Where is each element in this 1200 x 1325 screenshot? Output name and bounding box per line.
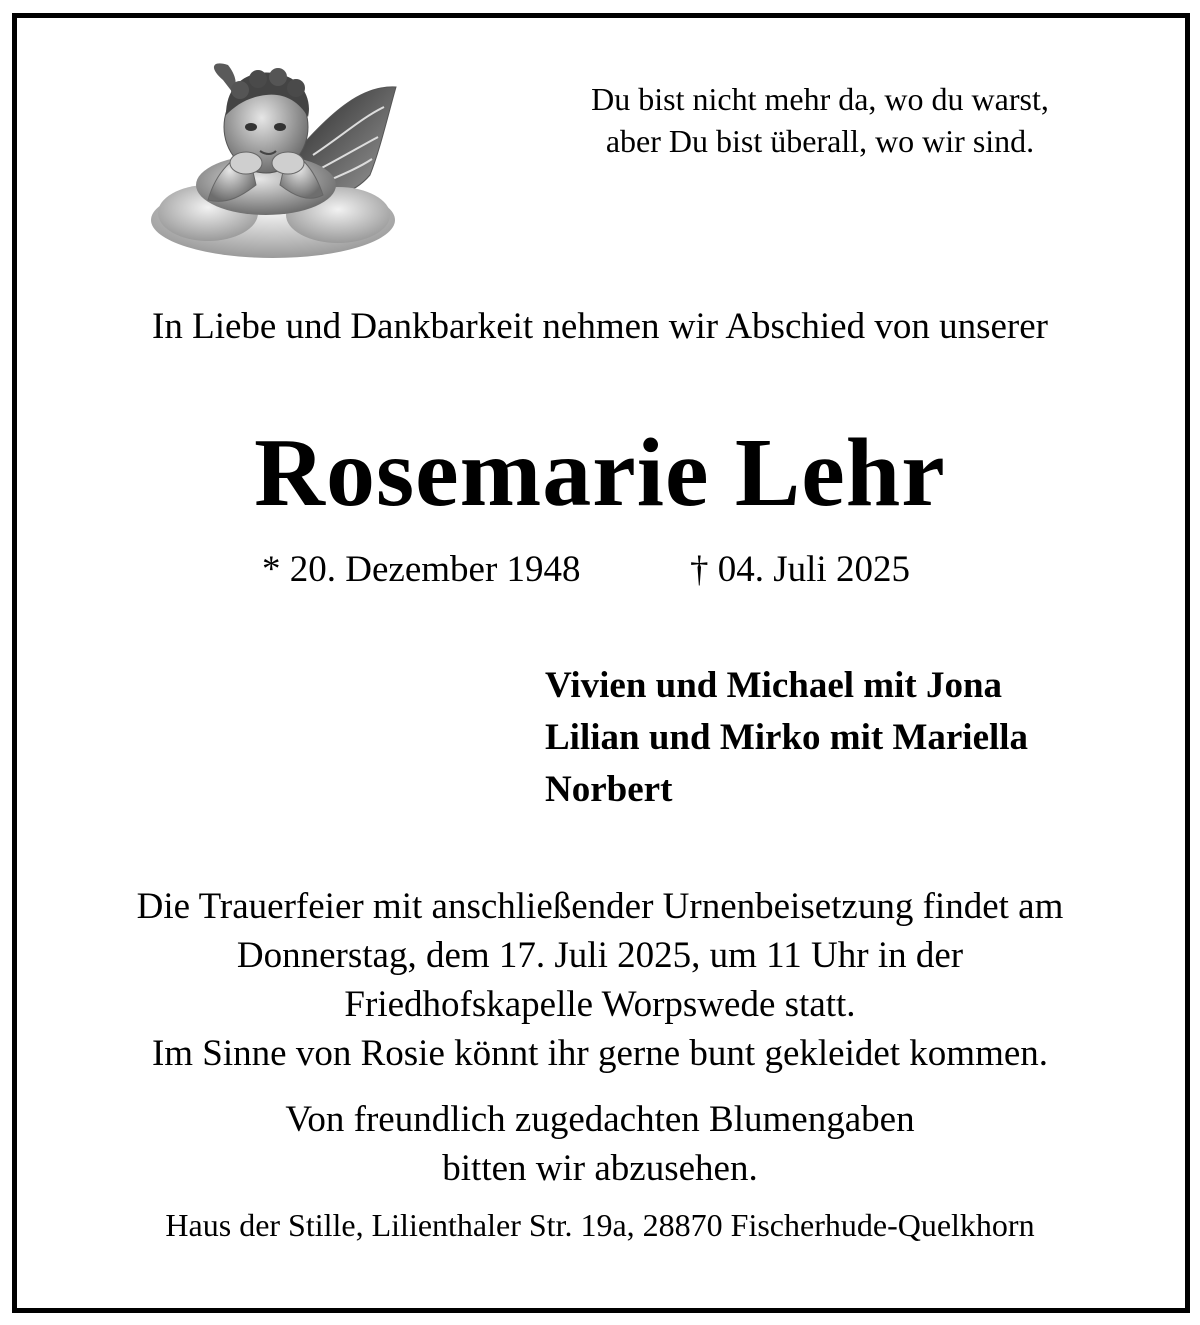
flowers-note (0, 1095, 1200, 1193)
family-member: Lilian und Mirko mit Mariella (545, 717, 1029, 758)
family-member: Norbert (545, 769, 673, 810)
angel-image (148, 55, 398, 265)
flowers-line-2: bitten wir abzusehen. (442, 1148, 758, 1189)
service-line-4: Im Sinne von Rosie könnt ihr gerne bunt gekleidet kommen. (151, 1033, 1049, 1074)
family-member: Vivien und Michael mit Jona (545, 665, 1003, 706)
motto-verse (510, 78, 1130, 162)
death-date: † 04. Juli 2025 (690, 549, 910, 590)
birth-date: * 20. Dezember 1948 (262, 549, 581, 590)
funeral-home-address: Haus der Stille, Lilienthaler Str. 19a, 28870 Fischerhude-Quelkhorn (165, 1207, 1035, 1243)
service-line-3: Friedhofskapelle Worpswede statt. (344, 984, 856, 1025)
deceased-name: Rosemarie Lehr (254, 419, 946, 527)
service-info (0, 882, 1200, 1078)
intro-text: In Liebe und Dankbarkeit nehmen wir Abschied von unserer (152, 306, 1048, 347)
service-line-2: Donnerstag, dem 17. Juli 2025, um 11 Uhr in der (236, 935, 964, 976)
flowers-line-1: Von freundlich zugedachten Blumengaben (285, 1099, 915, 1140)
family-list (545, 660, 1028, 816)
motto-line-1: Du bist nicht mehr da, wo du warst, (591, 81, 1049, 117)
motto-line-2: aber Du bist überall, wo wir sind. (605, 123, 1035, 159)
service-line-1: Die Trauerfeier mit anschließender Urnenbeisetzung findet am (136, 886, 1064, 927)
